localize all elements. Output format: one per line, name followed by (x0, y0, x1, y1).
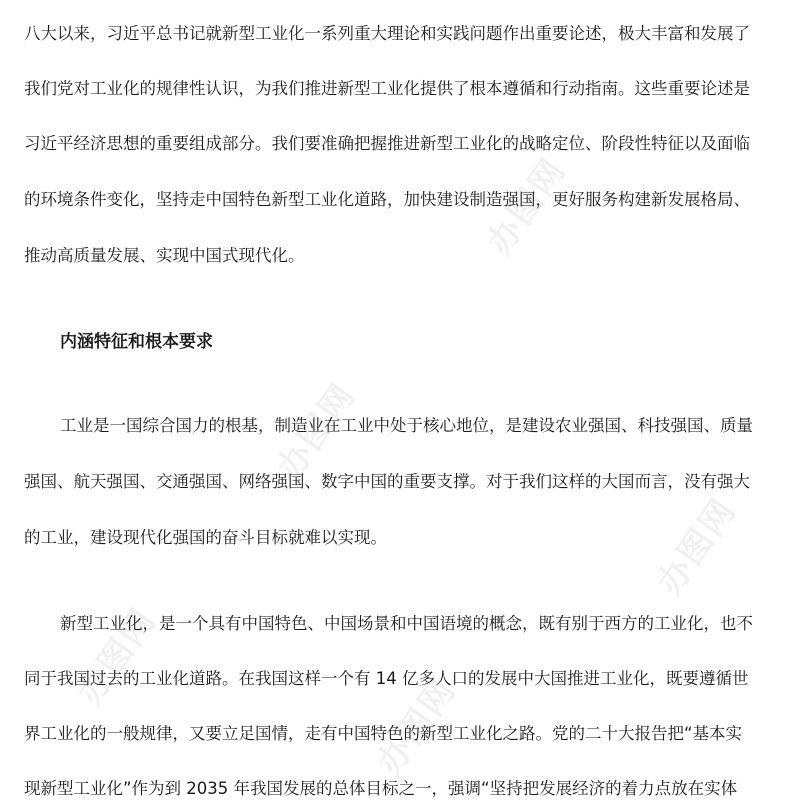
watermark: 办图网 (369, 670, 465, 783)
paragraph-line: 八大以来，习近平总书记就新型工业化一系列重大理论和实践问题作出重要论述，极大丰富和发展了 (24, 24, 750, 43)
section-heading: 内涵特征和根本要求 (60, 332, 213, 352)
paragraph-line: 同于我国过去的工业化道路。在我国这样一个有 14 亿多人口的发展中大国推进工业化，既要遵循世 (24, 669, 749, 688)
watermark: 办图网 (649, 490, 745, 603)
paragraph-line: 的工业，建设现代化强国的奋斗目标就难以实现。 (24, 528, 387, 547)
paragraph-line: 我们党对工业化的规律性认识，为我们推进新型工业化提供了根本遵循和行动指南。这些重要论述是 (24, 79, 750, 98)
paragraph-line: 界工业化的一般规律，又要立足国情，走有中国特色的新型工业化之路。党的二十大报告把“基本实 (24, 724, 743, 743)
paragraph-line: 工业是一国综合国力的根基，制造业在工业中处于核心地位，是建设农业强国、科技强国、质量 (60, 416, 753, 435)
paragraph-line: 推动高质量发展、实现中国式现代化。 (24, 246, 305, 265)
paragraph-line: 习近平经济思想的重要组成部分。我们要准确把握推进新型工业化的战略定位、阶段性特征以及面临 (24, 134, 750, 153)
paragraph-line: 强国、航天强国、交通强国、网络强国、数字中国的重要支撑。对于我们这样的大国而言，没有强大 (24, 472, 750, 491)
watermark: 办图网 (69, 600, 165, 713)
watermark: 办图网 (479, 150, 575, 263)
paragraph-line: 新型工业化，是一个具有中国特色、中国场景和中国语境的概念，既有别于西方的工业化，也不 (60, 614, 753, 633)
paragraph-line: 现新型工业化”作为到 2035 年我国发展的总体目标之一，强调“坚持把发展经济的着力点放在实体 (24, 779, 738, 798)
paragraph-line: 的环境条件变化，坚持走中国特色新型工业化道路，加快建设制造强国，更好服务构建新发展格局、 (24, 190, 750, 209)
watermark: 办图网 (269, 375, 365, 488)
